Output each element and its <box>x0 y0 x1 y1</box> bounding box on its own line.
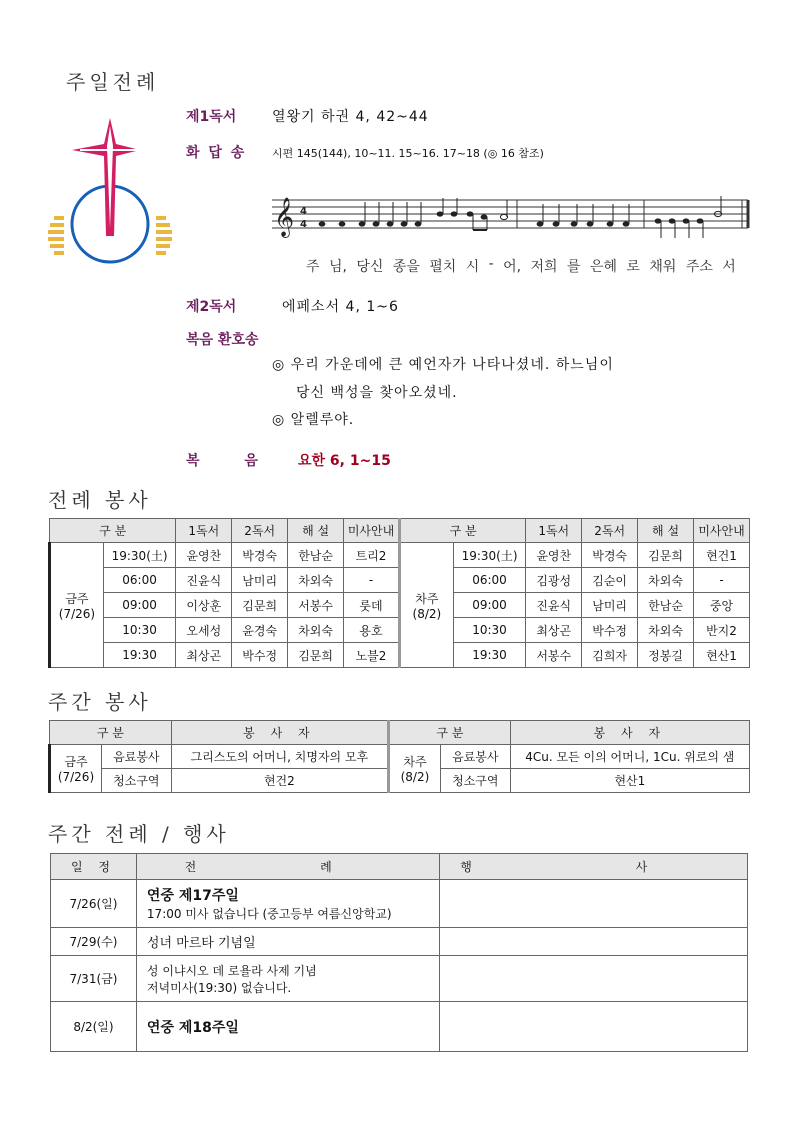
header-event: 행 사 <box>440 854 748 880</box>
time-cell: 06:00 <box>103 568 175 593</box>
name-cell: 김문희 <box>638 543 694 568</box>
name-cell: 박경숙 <box>582 543 638 568</box>
lyric: 시 <box>465 259 480 275</box>
acclamation-line3: ◎ 알렐루야. <box>272 412 355 428</box>
name-cell: 정봉길 <box>638 643 694 668</box>
reading2-ref: 에페소서 4, 1~6 <box>282 299 399 315</box>
lyric: 서 <box>722 259 736 275</box>
weekly-title: 주간 봉사 <box>48 690 152 714</box>
table-row <box>51 1002 748 1052</box>
group-next-week <box>399 543 453 668</box>
event-cell <box>440 956 748 1002</box>
gospel-label: 복 음 <box>186 453 258 469</box>
name-cell: 현건1 <box>694 543 750 568</box>
date-cell: 8/2(일) <box>51 1002 137 1052</box>
event-cell <box>440 1002 748 1052</box>
time-cell: 09:00 <box>453 593 525 618</box>
lyric: 은혜 <box>589 259 617 275</box>
lyric: - <box>488 256 494 272</box>
name-cell: 김문희 <box>232 593 288 618</box>
header-division: 구 분 <box>399 519 525 543</box>
name-cell: 서봉수 <box>288 593 344 618</box>
group-next-week <box>389 745 441 793</box>
name-cell: 트리2 <box>344 543 400 568</box>
name-cell: 이상훈 <box>176 593 232 618</box>
name-cell: 차외숙 <box>288 618 344 643</box>
row-label: 청소구역 <box>440 769 510 793</box>
events-table <box>50 853 748 1052</box>
time-cell: 09:00 <box>103 593 175 618</box>
liturgy-cell <box>136 928 440 956</box>
name-cell: 진윤식 <box>526 593 582 618</box>
reading1-label: 제1독서 <box>186 109 237 125</box>
name-cell: 박수정 <box>232 643 288 668</box>
name-cell: 차외숙 <box>638 568 694 593</box>
lyric: 주소 <box>685 259 713 275</box>
liturgy-note: 저녁미사(19:30) 없습니다. <box>146 980 292 995</box>
liturgy-line: 연중 제18주일 <box>146 1019 239 1036</box>
liturgy-title: 주일전례 <box>66 70 160 94</box>
acclamation-line1: ◎ 우리 가운데에 큰 예언자가 나타나셨네. 하느님이 <box>272 357 614 373</box>
header-reading2: 2독서 <box>582 519 638 543</box>
name-cell: 김문희 <box>288 643 344 668</box>
name-cell: 윤경숙 <box>232 618 288 643</box>
table-row <box>51 956 748 1002</box>
row-value: 현건2 <box>171 769 388 793</box>
lyric: 저희 <box>530 259 558 275</box>
time-cell: 10:30 <box>453 618 525 643</box>
group-this-week <box>50 745 102 793</box>
liturgy-cell <box>136 956 440 1002</box>
header-division: 구 분 <box>50 519 176 543</box>
name-cell: 현산1 <box>694 643 750 668</box>
row-value: 4Cu. 모든 이의 어머니, 1Cu. 위로의 샘 <box>510 745 749 769</box>
name-cell: 용호 <box>344 618 400 643</box>
group-label: 차주 <box>415 591 439 606</box>
lyric: 로 <box>626 259 640 275</box>
name-cell: 서봉수 <box>526 643 582 668</box>
time-cell: 19:30 <box>103 643 175 668</box>
date-cell: 7/26(일) <box>51 880 137 928</box>
name-cell: 한남순 <box>288 543 344 568</box>
name-cell: 김광성 <box>526 568 582 593</box>
liturgy-line: 연중 제17주일 <box>146 888 239 904</box>
group-label: 차주 <box>403 755 427 769</box>
group-date: (7/26) <box>57 770 95 784</box>
row-label: 청소구역 <box>101 769 171 793</box>
acclamation-label: 복음 환호송 <box>186 332 259 348</box>
liturgy-line: 성 이냐시오 데 로욜라 사제 기념 <box>146 963 317 978</box>
time-cell: 06:00 <box>453 568 525 593</box>
lyric: 어, <box>503 259 522 275</box>
name-cell: 반지2 <box>694 618 750 643</box>
row-value: 그리스도의 어머니, 치명자의 모후 <box>171 745 388 769</box>
lyric: 님, <box>328 259 347 275</box>
liturgy-note: 17:00 미사 없습니다 (중고등부 여름신앙학교) <box>146 907 392 921</box>
name-cell: 윤영찬 <box>176 543 232 568</box>
header-division: 구 분 <box>50 721 172 745</box>
header-reading2: 2독서 <box>232 519 288 543</box>
name-cell: - <box>344 568 400 593</box>
lyric: 당신 <box>356 259 384 275</box>
header-guide: 미사안내 <box>344 519 400 543</box>
header-reading1: 1독서 <box>526 519 582 543</box>
time-cell: 19:30 <box>453 643 525 668</box>
name-cell: 한남순 <box>638 593 694 618</box>
reading1-ref: 열왕기 하권 4, 42~44 <box>272 109 429 125</box>
svg-text:4: 4 <box>300 219 307 230</box>
name-cell: 오세성 <box>176 618 232 643</box>
name-cell: 중앙 <box>694 593 750 618</box>
header-volunteer: 봉 사 자 <box>510 721 749 745</box>
name-cell: 남미리 <box>232 568 288 593</box>
time-cell: 10:30 <box>103 618 175 643</box>
lyric: 를 <box>567 259 581 275</box>
header-reading1: 1독서 <box>176 519 232 543</box>
name-cell: - <box>694 568 750 593</box>
table-row <box>51 880 748 928</box>
row-label: 음료봉사 <box>440 745 510 769</box>
lyric: 펼치 <box>429 259 457 275</box>
name-cell: 차외숙 <box>288 568 344 593</box>
name-cell: 노블2 <box>344 643 400 668</box>
name-cell: 윤영찬 <box>526 543 582 568</box>
weekly-table <box>48 720 750 793</box>
header-date: 일 정 <box>51 854 137 880</box>
table-row <box>51 928 748 956</box>
group-this-week <box>50 543 104 668</box>
name-cell: 최상곤 <box>526 618 582 643</box>
acclamation-line2: 당신 백성을 찾아오셨네. <box>296 385 458 401</box>
name-cell: 최상곤 <box>176 643 232 668</box>
service-title: 전례 봉사 <box>48 488 152 512</box>
svg-text:4: 4 <box>300 206 307 217</box>
header-liturgy: 전 례 <box>136 854 440 880</box>
group-date: (7/26) <box>58 606 96 621</box>
group-date: (8/2) <box>400 770 430 784</box>
name-cell: 진윤식 <box>176 568 232 593</box>
header-commentary: 해 설 <box>638 519 694 543</box>
header-volunteer: 봉 사 자 <box>171 721 388 745</box>
row-label: 음료봉사 <box>101 745 171 769</box>
date-cell: 7/29(수) <box>51 928 137 956</box>
group-label: 금주 <box>64 755 88 769</box>
table-row <box>50 543 750 568</box>
music-lyrics <box>306 256 736 276</box>
liturgy-cell <box>136 880 440 928</box>
event-cell <box>440 880 748 928</box>
psalm-ref: 시편 145(144), 10~11. 15~16. 17~18 (◎ 16 참조) <box>272 147 544 160</box>
row-value: 현산1 <box>510 769 749 793</box>
psalm-label: 화 답 송 <box>186 145 247 161</box>
gospel-ref: 요한 6, 1~15 <box>298 453 391 469</box>
time-cell: 19:30(土) <box>453 543 525 568</box>
name-cell: 김희자 <box>582 643 638 668</box>
lyric: 주 <box>306 259 320 275</box>
cross-logo-icon <box>44 116 184 276</box>
service-table <box>48 518 750 668</box>
events-title: 주간 전례 / 행사 <box>48 822 230 846</box>
group-label: 금주 <box>65 591 89 606</box>
name-cell: 김순이 <box>582 568 638 593</box>
name-cell: 차외숙 <box>638 618 694 643</box>
liturgy-line: 성녀 마르타 기념일 <box>146 936 256 951</box>
group-date: (8/2) <box>412 606 442 621</box>
name-cell: 박수정 <box>582 618 638 643</box>
reading2-label: 제2독서 <box>186 299 237 315</box>
liturgy-cell <box>136 1002 440 1052</box>
event-cell <box>440 928 748 956</box>
name-cell: 룻데 <box>344 593 400 618</box>
lyric: 종을 <box>392 259 420 275</box>
name-cell: 남미리 <box>582 593 638 618</box>
header-commentary: 해 설 <box>288 519 344 543</box>
svg-text:𝄞: 𝄞 <box>274 197 295 237</box>
name-cell: 박경숙 <box>232 543 288 568</box>
music-staff <box>272 190 756 246</box>
lyric: 채워 <box>649 259 677 275</box>
table-row <box>50 745 750 769</box>
header-division: 구 분 <box>389 721 511 745</box>
header-guide: 미사안내 <box>694 519 750 543</box>
time-cell: 19:30(土) <box>103 543 175 568</box>
date-cell: 7/31(금) <box>51 956 137 1002</box>
